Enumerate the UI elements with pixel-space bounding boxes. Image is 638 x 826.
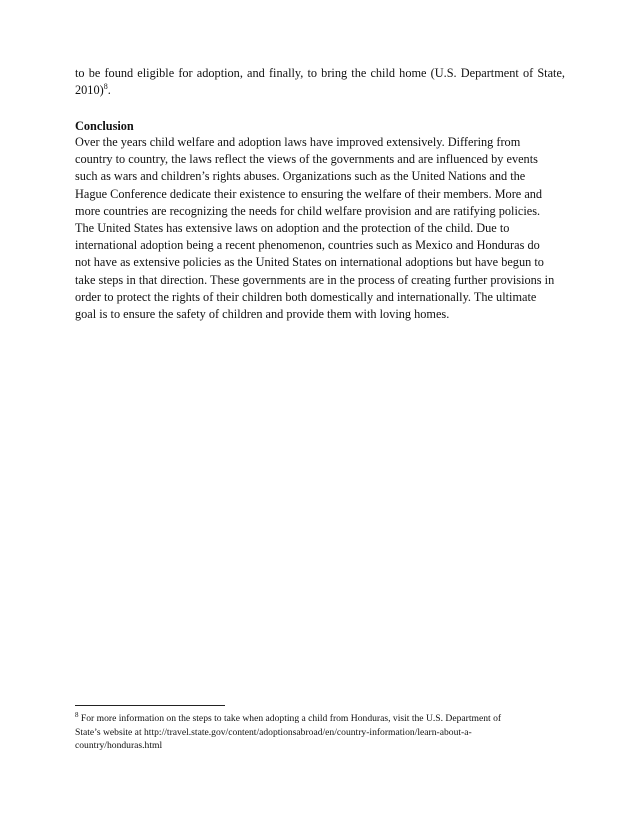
intro-line-1: to be found eligible for adoption, and finally, to bring the child home (U.S. Department of State,: [75, 66, 565, 80]
intro-line-2: [75, 82, 565, 99]
footnote-reference: 8: [103, 82, 108, 92]
conclusion-line-5: more countries are recognizing the needs for child welfare provision and are ratifying policies.: [75, 203, 541, 218]
footnote: [75, 712, 555, 753]
footnote-divider: [75, 705, 225, 706]
footnote-text-1: For more information on the steps to take when adopting a child from Honduras, visit the U.S. Department of: [78, 713, 502, 724]
intro-period: .: [107, 83, 111, 98]
conclusion-line-6: The United States has extensive laws on adoption and the protection of the child. Due to: [75, 221, 510, 236]
footnote-number: 8: [75, 710, 79, 719]
conclusion-line-8: not have as extensive policies as the United States on international adoptions but have begun to: [75, 255, 544, 270]
conclusion-line-3: such as wars and children’s rights abuses. Organizations such as the United Nations and the: [75, 169, 526, 184]
conclusion-line-4: Hague Conference dedicate their existence to ensuring the welfare of their members. More and: [75, 186, 543, 201]
footnote-line-1: [75, 712, 555, 726]
conclusion-line-10: order to protect the rights of their children both domestically and internationally. The ultimate: [75, 289, 537, 304]
conclusion-line-9: take steps in that direction. These governments are in the process of creating further provisions in: [75, 272, 555, 287]
intro-paragraph: [75, 65, 565, 99]
footnote-line-2: State’s website at http://travel.state.gov/content/adoptionsabroad/en/country-information/learn-about-a-: [75, 726, 472, 738]
conclusion-line-1: Over the years child welfare and adoption laws have improved extensively. Differing from: [75, 135, 521, 149]
conclusion-line-2: country to country, the laws reflect the views of the governments and are influenced by events: [75, 152, 538, 167]
footnote-line-3: country/honduras.html: [75, 740, 163, 751]
conclusion-line-11: goal is to ensure the safety of children and provide them with loving homes.: [75, 307, 450, 322]
conclusion-paragraph: [75, 134, 565, 323]
conclusion-line-7: international adoption being a recent phenomenon, countries such as Mexico and Honduras do: [75, 238, 540, 253]
intro-citation: 2010): [75, 83, 104, 98]
conclusion-heading: Conclusion: [75, 119, 134, 133]
